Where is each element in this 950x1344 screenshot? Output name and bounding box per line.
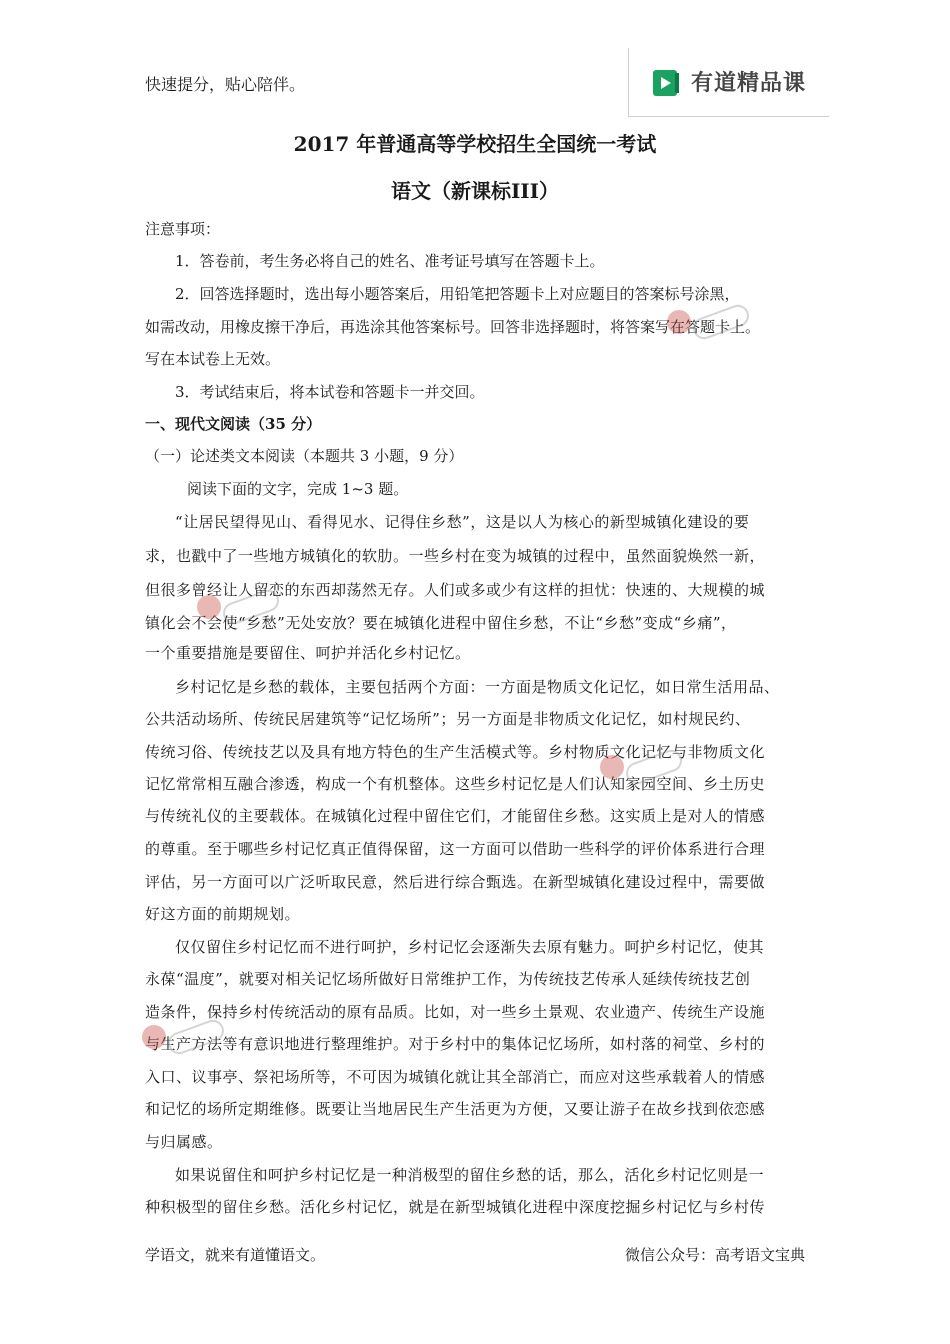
dongyuwen-stamp-icon: [140, 1015, 230, 1055]
section-instruction: 阅读下面的文字，完成 1~3 题。: [187, 480, 409, 498]
article-p1-line-2: 求，也戳中了一些地方城镇化的软肋。一些乡村在变为城镇的过程中，虽然面貌焕然一新，: [145, 547, 766, 565]
article-p1-line-4: 镇化会不会使“乡愁”无处安放？要在城镇化进程中留住乡愁，不让“乡愁”变成“乡痛”，: [145, 614, 737, 632]
article-p3-line-6: 和记忆的场所定期维修。既要让当地居民生产生活更为方便，又要让游子在故乡找到依恋感: [145, 1100, 766, 1118]
article-p2-line-6: 的尊重。至于哪些乡村记忆真正值得保留，这一方面可以借助一些科学的评价体系进行合理: [145, 840, 766, 858]
article-p2-line-7: 评估，另一方面可以广泛听取民意，然后进行综合甄选。在新型城镇化建设过程中，需要做: [145, 873, 766, 891]
article-p1-line-5: 一个重要措施是要留住、呵护并活化乡村记忆。: [145, 644, 471, 662]
notice-heading: 注意事项：: [145, 220, 221, 238]
exam-title: 2017 年普通高等学校招生全国统一考试: [293, 132, 657, 156]
article-p3-line-3: 造条件，保持乡村传统活动的原有品质。比如，对一些乡土景观、农业遗产、传统生产设施: [145, 1003, 766, 1021]
exam-subtitle: 语文（新课标III）: [390, 179, 560, 203]
dongyuwen-stamp-icon: [665, 300, 755, 340]
dongyuwen-stamp-icon: [195, 585, 285, 625]
article-p1-line-3: 但很多曾经让人留恋的东西却荡然无存。人们或多或少有这样的担忧：快速的、大规模的城: [145, 581, 766, 599]
article-p4-line-2: 种积极型的留住乡愁。活化乡村记忆，就是在新型城镇化进程中深度挖掘乡村记忆与乡村传: [145, 1198, 766, 1216]
article-p3-line-2: 永葆“温度”，就要对相关记忆场所做好日常维护工作，为传统技艺传承人延续传统技艺创: [145, 970, 751, 988]
notice-item-1: 1．答卷前，考生务必将自己的姓名、准考证号填写在答题卡上。: [175, 252, 605, 270]
dongyuwen-stamp-icon: [598, 745, 688, 785]
article-p2-line-2: 公共活动场所、传统民居建筑等“记忆场所”；另一方面是非物质文化记忆，如村规民约、: [145, 710, 751, 728]
logo-text: 有道精品课: [691, 71, 807, 96]
article-p4-line-1: 如果说留住和呵护乡村记忆是一种消极型的留住乡愁的话，那么，活化乡村记忆则是一: [175, 1166, 765, 1184]
notice-item-2-line-1: 2．回答选择题时，选出每小题答案后，用铅笔把答题卡上对应题目的答案标号涂黑，: [175, 285, 740, 303]
article-p1-line-1: “让居民望得见山、看得见水、记得住乡愁”，这是以人为核心的新型城镇化建设的要: [175, 513, 750, 531]
footer-left-slogan: 学语文，就来有道懂语文。: [145, 1246, 326, 1264]
header-slogan: 快速提分，贴心陪伴。: [145, 75, 306, 94]
play-book-icon: [651, 68, 681, 98]
article-p2-line-8: 好这方面的前期规划。: [145, 905, 301, 923]
article-p2-line-4: 记忆常常相互融合渗透，构成一个有机整体。这些乡村记忆是人们认知家园空间、乡土历史: [145, 775, 766, 793]
brand-logo[interactable]: [628, 48, 829, 117]
article-p2-line-5: 与传统礼仪的主要载体。在城镇化过程中留住它们，才能留住乡愁。这实质上是对人的情感: [145, 807, 766, 825]
article-p3-line-5: 入口、议事亭、祭祀场所等，不可因为城镇化就让其全部消亡，而应对这些承载着人的情感: [145, 1068, 766, 1086]
article-p2-line-3: 传统习俗、传统技艺以及具有地方特色的生产生活模式等。乡村物质文化记忆与非物质文化: [145, 743, 766, 761]
article-p2-line-1: 乡村记忆是乡愁的载体，主要包括两个方面：一方面是物质文化记忆，如日常生活用品、: [175, 678, 780, 696]
notice-item-3: 3．考试结束后，将本试卷和答题卡一并交回。: [175, 383, 485, 401]
notice-item-2-line-2: 如需改动，用橡皮擦干净后，再选涂其他答案标号。回答非选择题时，将答案写在答题卡上。: [145, 318, 761, 336]
section-subheading: （一）论述类文本阅读（本题共 3 小题，9 分）: [145, 447, 464, 465]
article-p3-line-7: 与归属感。: [145, 1133, 223, 1151]
footer-wechat-account: 微信公众号：高考语文宝典: [624, 1246, 805, 1264]
article-p3-line-1: 仅仅留住乡村记忆而不进行呵护，乡村记忆会逐渐失去原有魅力。呵护乡村记忆，使其: [175, 938, 765, 956]
article-p3-line-4: 与生产方法等有意识地进行整理维护。对于乡村中的集体记忆场所，如村落的祠堂、乡村的: [145, 1035, 766, 1053]
section-heading: 一、现代文阅读（35 分）: [145, 415, 322, 433]
notice-item-2-line-3: 写在本试卷上无效。: [145, 350, 281, 368]
